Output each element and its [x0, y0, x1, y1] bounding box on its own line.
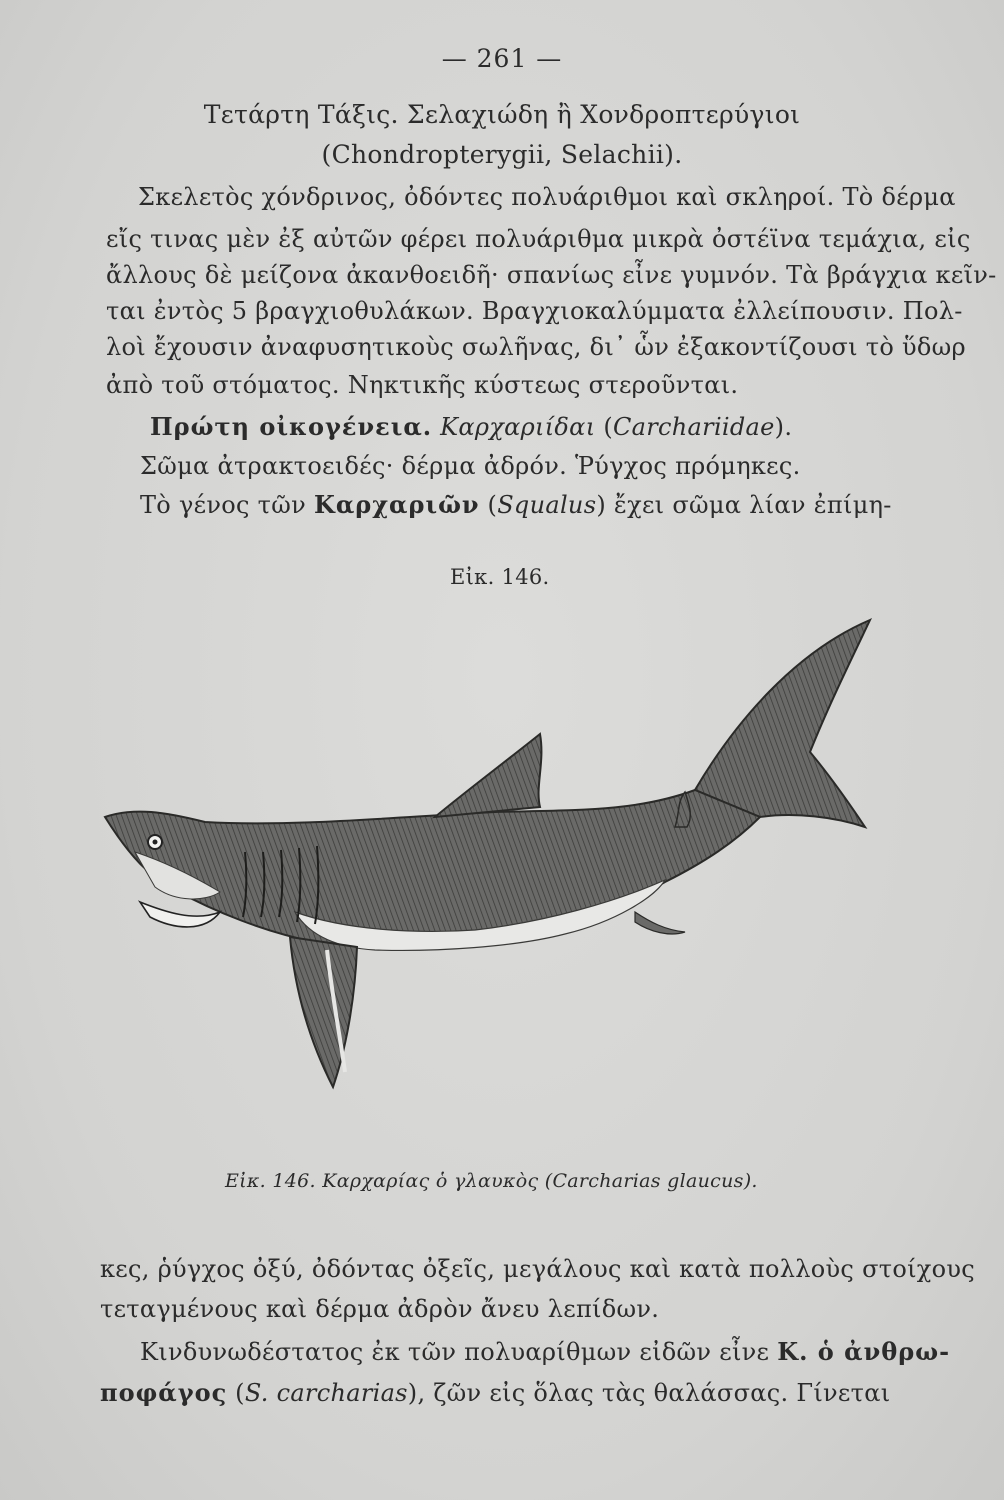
family-paren-open: ( — [603, 413, 614, 441]
paragraph1-line5: λοὶ ἔχουσιν ἀναφυσητικοὺς σωλῆνας, δι᾽ ὧν ἐξακοντίζουσι τὸ ὕδωρ — [106, 333, 966, 361]
genus-paren-open: ( — [487, 491, 498, 519]
paragraph3-species-name: Κ. ὁ ἀνθρω- — [777, 1337, 951, 1366]
family-description: Σῶμα ἀτρακτοειδές· δέρμα ἀδρόν. Ῥύγχος πρόμηκες. — [140, 452, 801, 480]
genus-line — [140, 490, 892, 519]
caption-close: ). — [743, 1170, 758, 1192]
paragraph3-species-name-end: ποφάγος — [100, 1378, 228, 1407]
family-paren-close: ). — [774, 413, 793, 441]
family-greek-name: Καρχαριίδαι — [440, 413, 596, 441]
caption-greek: Καρχαρίας ὁ γλαυκὸς ( — [322, 1170, 553, 1192]
genus-pre: Τὸ γένος τῶν — [140, 491, 307, 519]
page-number: — 261 — — [441, 44, 563, 73]
genus-post: ἔχει σῶμα λίαν ἐπίμη- — [613, 491, 892, 519]
shark-drawing — [95, 612, 895, 1092]
paragraph3-line1-text: Κινδυνωδέστατος ἐκ τῶν πολυαρίθμων εἰδῶν εἶνε — [140, 1338, 770, 1366]
anal-fin — [635, 912, 685, 934]
paragraph3-line2-text: ), ζῶν εἰς ὅλας τὰς θαλάσσας. Γίνεται — [407, 1379, 891, 1407]
paragraph1-line1: Σκελετὸς χόνδρινος, ὀδόντες πολυάριθμοι καὶ σκληροί. Τὸ δέρμα — [138, 183, 956, 211]
paragraph3-paren-open: ( — [235, 1379, 245, 1407]
paragraph1-line6: ἀπὸ τοῦ στόματος. Νηκτικῆς κύστεως στεροῦνται. — [106, 371, 739, 399]
family-heading — [150, 412, 792, 441]
shark-illustration — [95, 612, 895, 1092]
paragraph3-line2 — [100, 1378, 890, 1407]
pectoral-fin — [290, 937, 357, 1087]
paragraph2-line1: κες, ῥύγχος ὀξύ, ὀδόντας ὀξεῖς, μεγάλους καὶ κατὰ πολλοὺς στοίχους — [100, 1255, 976, 1283]
genus-name: Καρχαριῶν — [313, 490, 480, 519]
paragraph3-line1 — [140, 1337, 950, 1366]
figure-caption — [225, 1170, 758, 1192]
paragraph1-line3: ἄλλους δὲ μείζονα ἀκανθοειδῆ· σπανίως εἶνε γυμνόν. Τὰ βράγχια κεῖν- — [106, 261, 997, 289]
family-latin-name: Carchariidae — [613, 413, 775, 441]
paragraph3-latin: S. carcharias — [244, 1379, 408, 1407]
family-title: Πρώτη οἰκογένεια. — [150, 412, 433, 441]
paragraph1-line4: ται ἐντὸς 5 βραγχιοθυλάκων. Βραγχιοκαλύμματα ἐλλείπουσιν. Πολ- — [106, 297, 963, 325]
tail-fin — [695, 620, 870, 827]
paragraph2-line2: τεταγμένους καὶ δέρμα ἀδρὸν ἄνευ λεπίδων. — [100, 1295, 660, 1323]
order-heading-latin: (Chondropterygii, Selachii). — [321, 140, 683, 169]
genus-paren-close: ) — [596, 491, 606, 519]
order-heading: Τετάρτη Τάξις. Σελαχιώδη ἢ Χονδροπτερύγιοι — [203, 100, 801, 129]
caption-latin: Carcharias glaucus — [552, 1170, 744, 1192]
dorsal-fin — [435, 734, 541, 817]
caption-number: Εἰκ. 146. — [225, 1170, 316, 1192]
genus-latin: Squalus — [497, 491, 597, 519]
paragraph1-line2: εἴς τινας μὲν ἐξ αὐτῶν φέρει πολυάριθμα μικρὰ ὀστέϊνα τεμάχια, εἰς — [106, 225, 971, 253]
figure-label: Εἰκ. 146. — [450, 565, 550, 589]
